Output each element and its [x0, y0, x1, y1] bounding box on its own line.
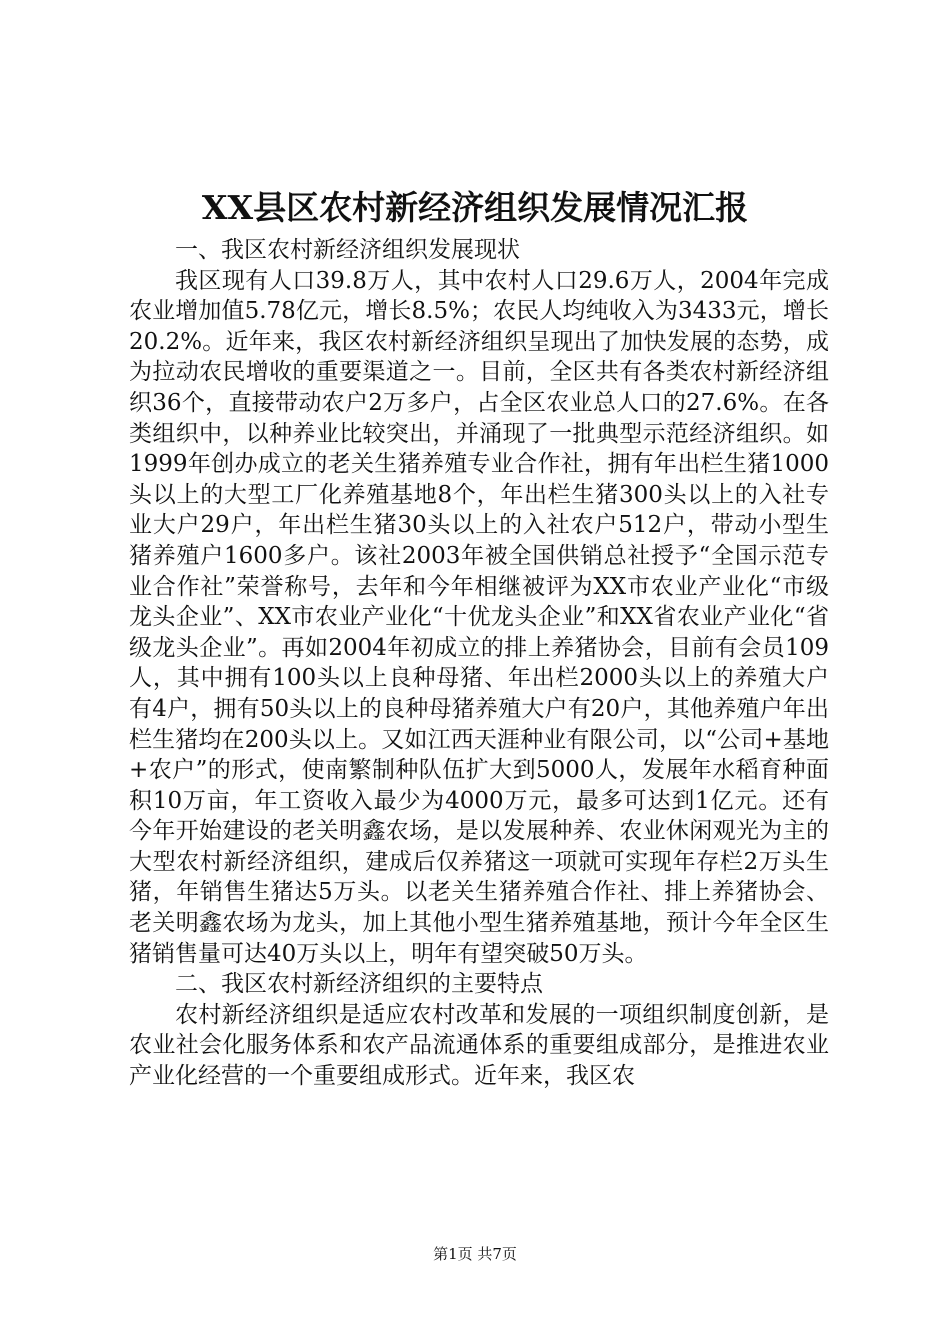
- paragraph-1: 我区现有人口39.8万人，其中农村人口29.6万人，2004年完成农业增加值5.78亿元，增长8.5%；农民人均纯收入为3433元，增长20.2%。近年来，我区农村新经济组织呈现出了加快发展的态势，成为拉动农民增收的重要渠道之一。目前，全区共有各类农村新经济组织36个，直接带动农户2万多户，占全区农业总人口的27.6%。在各类组织中，以种养业比较突出，并涌现了一批典型示范经济组织。如1999年创办成立的老关生猪养殖专业合作社，拥有年出栏生猪1000头以上的大型工厂化养殖基地8个，年出栏生猪300头以上的入社专业大户29户，年出栏生猪30头以上的入社农户512户，带动小型生猪养殖户1600多户。该社2003年被全国供销总社授予“全国示范专业合作社”荣誉称号，去年和今年相继被评为XX市农业产业化“市级龙头企业”、XX市农业产业化“十优龙头企业”和XX省农业产业化“省级龙头企业”。再如2004年初成立的排上养猪协会，目前有会员109人，其中拥有100头以上良种母猪、年出栏2000头以上的养殖大户有4户，拥有50头以上的良种母猪养殖大户有20户，其他养殖户年出栏生猪均在200头以上。又如江西天涯种业有限公司，以“公司+基地+农户”的形式，使南繁制种队伍扩大到5000人，发展年水稻育种面积10万亩，年工资收入最少为4000万元，最多可达到1亿元。还有今年开始建设的老关明鑫农场，是以发展种养、农业休闲观光为主的大型农村新经济组织，建成后仅养猪这一项就可实现年存栏2万头生猪，年销售生猪达5万头。以老关生猪养殖合作社、排上养猪协会、老关明鑫农场为龙头，加上其他小型生猪养殖基地，预计今年全区生猪销售量可达40万头以上，明年有望突破50万头。: [129, 267, 829, 967]
- document-body: [129, 235, 829, 1092]
- page-footer: 第1页 共7页: [433, 1245, 517, 1263]
- section-heading-2: 二、我区农村新经济组织的主要特点: [175, 971, 543, 998]
- document-title: XX县区农村新经济组织发展情况汇报: [201, 188, 749, 227]
- section-heading-1: 一、我区农村新经济组织发展现状: [175, 237, 520, 263]
- paragraph-2: 农村新经济组织是适应农村改革和发展的一项组织制度创新，是农业社会化服务体系和农产品流通体系的重要组成部分，是推进农业产业化经营的一个重要组成形式。近年来，我区农: [129, 1001, 829, 1090]
